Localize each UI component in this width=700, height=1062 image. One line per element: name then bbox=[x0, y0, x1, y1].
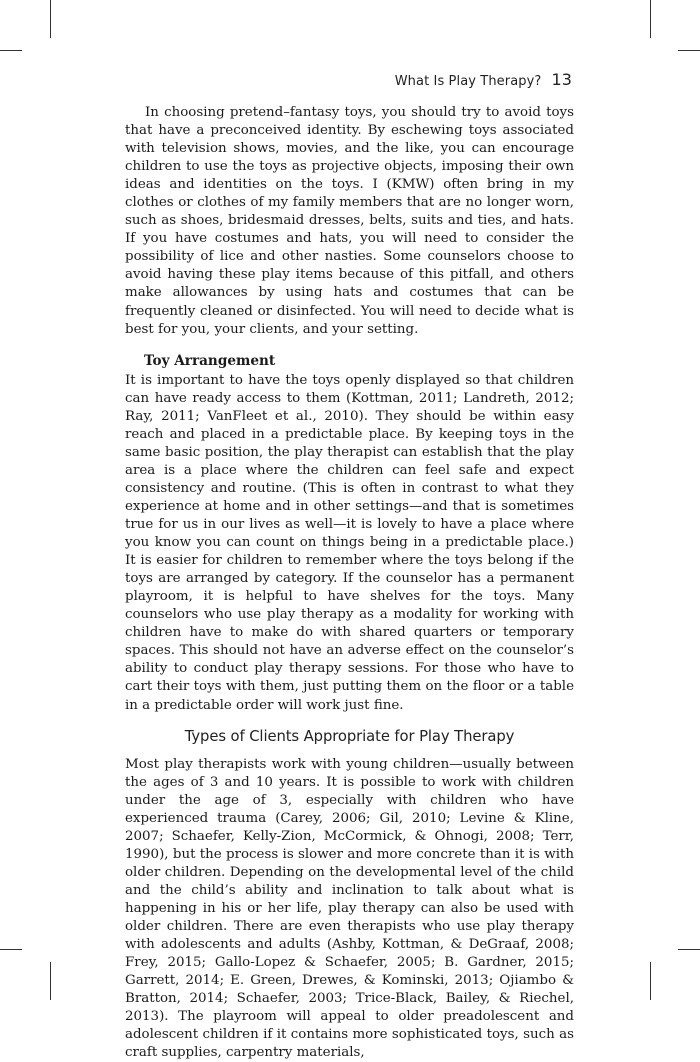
crop-mark-left-lower bbox=[0, 949, 22, 950]
crop-mark-bottom-right bbox=[650, 962, 651, 1000]
crop-mark-right-upper bbox=[678, 50, 700, 51]
paragraph-pretend-fantasy: In choosing pretend–fantasy toys, you should try to avoid toys that have a preconceived identity. By eschewing toys associated with television shows, movies, and the like, you can encourage children to use the toys as projective objects, imposing their own ideas and identities on the toys. I (KMW) often bring in my clothes or clothes of my family members that are no longer worn, such as shoes, bridesmaid dresses, belts, suits and ties, and hats. If you have costumes and hats, you will need to consider the possibility of lice and other nasties. Some counselors choose to avoid having these play items because of this pitfall, and others make allowances by using hats and costumes that can be frequently cleaned or disinfected. You will need to decide what is best for you, your clients, and your setting. bbox=[125, 105, 574, 337]
running-head bbox=[395, 70, 572, 89]
crop-mark-top-right bbox=[650, 0, 651, 38]
crop-mark-top-left bbox=[50, 0, 51, 38]
crop-mark-bottom-left bbox=[50, 962, 51, 1000]
page-number: 13 bbox=[551, 70, 572, 89]
crop-mark-right-lower bbox=[678, 949, 700, 950]
crop-mark-left-upper bbox=[0, 50, 22, 51]
types-of-clients-heading: Types of Clients Appropriate for Play Therapy bbox=[184, 727, 515, 745]
page-body bbox=[125, 104, 574, 1062]
paragraph-toy-arrangement: It is important to have the toys openly displayed so that children can have ready access to them (Kottman, 2011; Landreth, 2012; Ray, 2011; VanFleet et al., 2010). They should be within easy reach and placed in a predictable place. By keeping toys in the same basic position, the play therapist can establish that the play area is a place where the children can feel safe and expect consistency and routine. (This is often in contrast to what they experience at home and in other settings—and that is sometimes true for us in our lives as well—it is lovely to have a place where you know you can count on things being in a predictable place.) It is easier for children to remember where the toys belong if the toys are arranged by category. If the counselor has a permanent playroom, it is helpful to have shelves for the toys. Many counselors who use play therapy as a modality for working with children have to make do with shared quarters or temporary spaces. This should not have an adverse effect on the counselor’s ability to conduct play therapy sessions. For those who have to cart their toys with them, just putting them on the floor or a table in a predictable order will work just fine. bbox=[125, 372, 574, 713]
running-head-title: What Is Play Therapy? bbox=[394, 74, 542, 89]
paragraph-types-of-clients: Most play therapists work with young children—usually between the ages of 3 and 10 years. It is possible to work with children under the age of 3, especially with children who have experienced trauma (Carey, 2006; Gil, 2010; Levine & Kline, 2007; Schaefer, Kelly-Zion, McCormick, & Ohnogi, 2008; Terr, 1990), but the process is slower and more concrete than it is with older children. Depending on the developmental level of the child and the child’s ability and inclination to talk about what is happening in his or her life, play therapy can also be used with older children. There are even therapists who use play therapy with adolescents and adults (Ashby, Kottman, & DeGraaf, 2008; Frey, 2015; Gallo-Lopez & Schaefer, 2005; B. Gardner, 2015; Garrett, 2014; E. Green, Drewes, & Kominski, 2013; Ojiambo & Bratton, 2014; Schaefer, 2003; Trice-Black, Bailey, & Riechel, 2013). The playroom will appeal to older preadolescent and adolescent children if it contains more sophisticated toys, such as craft supplies, carpentry materials, bbox=[125, 756, 574, 1061]
toy-arrangement-heading: Toy Arrangement bbox=[144, 352, 276, 369]
